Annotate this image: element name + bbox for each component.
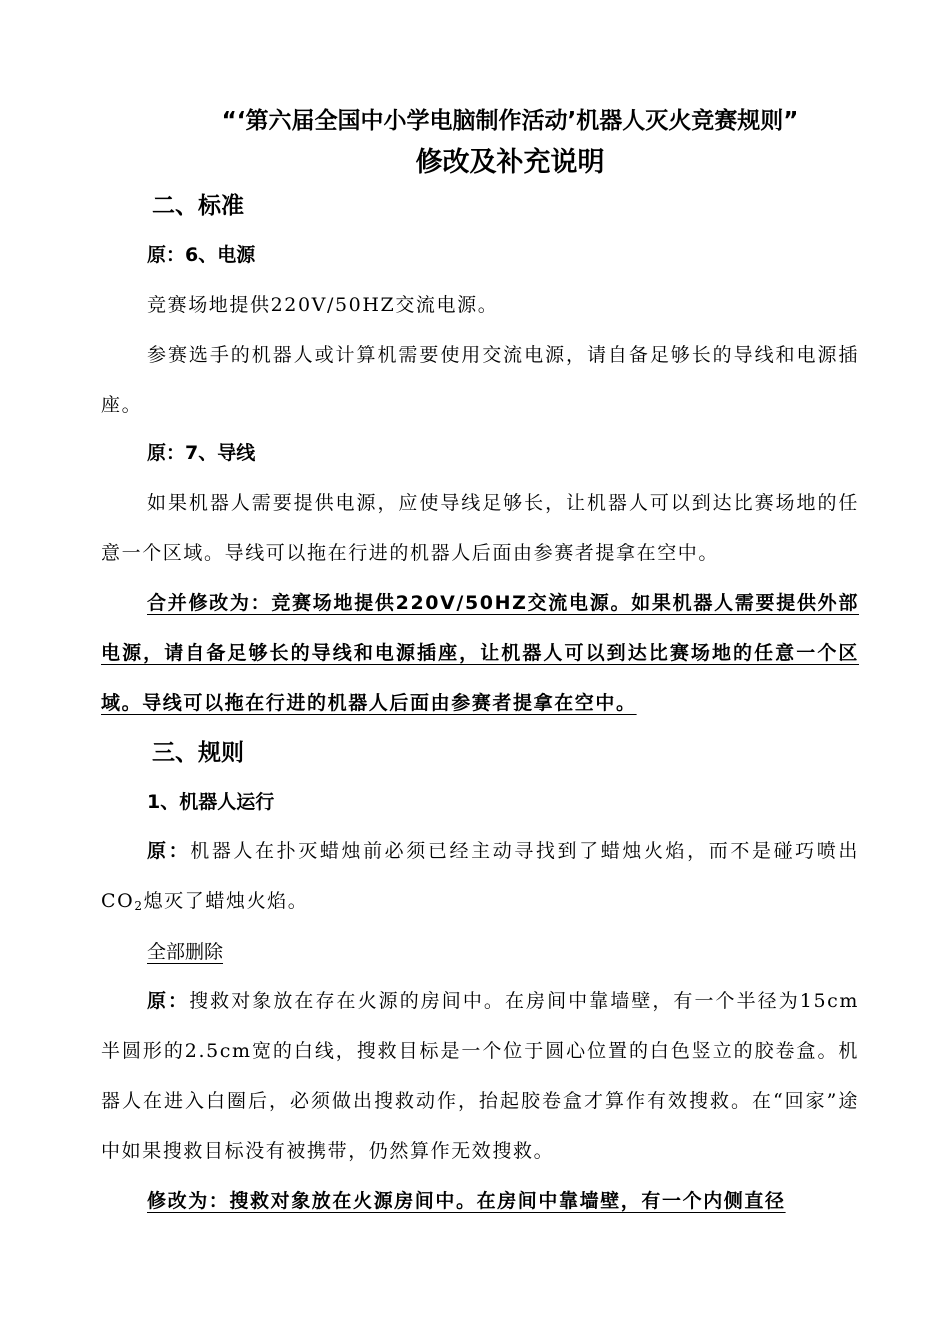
item-6-paragraph-1: 竞赛场地提供220V/50HZ交流电源。 (147, 294, 499, 316)
merged-revision-paragraph: 合并修改为：竞赛场地提供220V/50HZ交流电源。如果机器人需要提供外部电源，请自备足够长的导线和电源插座，让机器人可以到达比赛场地的任意一个区域。导线可以拖在行进的机器人后面由参赛者提拿在空中。 (101, 592, 859, 714)
delete-all-note: 全部删除 (147, 941, 224, 963)
document-subtitle: 修改及补充说明 (415, 147, 605, 178)
original-text-part-2: 熄灭了蜡烛火焰。 (143, 890, 309, 912)
item-6-paragraph-2: 参赛选手的机器人或计算机需要使用交流电源，请自备足够长的导线和电源插座。 (101, 344, 859, 416)
rescue-original-text: 搜救对象放在存在火源的房间中。在房间中靠墙壁，有一个半径为15cm半圆形的2.5cm宽的白线，搜救目标是一个位于圆心位置的白色竖立的胶卷盒。机器人在进入白圈后，必须做出搜救动作，抬起胶卷盒才算作有效搜救。在“回家”途中如果搜救目标没有被携带，仍然算作无效搜救。 (101, 990, 860, 1162)
rule-1-label: 1、机器人运行 (147, 791, 275, 813)
co2-subscript: 2 (134, 899, 144, 913)
item-7-label: 原：7、导线 (147, 442, 256, 464)
rescue-original-paragraph (101, 976, 859, 1176)
rescue-modified-paragraph: 修改为：搜救对象放在火源房间中。在房间中靠墙壁，有一个内侧直径 (147, 1190, 786, 1212)
original-text-part-1: 机器人在扑灭蜡烛前必须已经主动寻找到了蜡烛火焰，而不是碰巧喷出CO (101, 840, 859, 912)
section-heading-rules: 三、规则 (152, 740, 244, 766)
section-heading-standard: 二、标准 (152, 193, 244, 219)
document-title: “‘第六届全国中小学电脑制作活动’机器人灭火竞赛规则” (221, 108, 799, 134)
original-label: 原： (147, 840, 191, 862)
rule-1-original-paragraph (101, 826, 859, 926)
original-label: 原： (147, 990, 190, 1012)
item-6-label: 原：6、电源 (147, 244, 256, 266)
item-7-paragraph: 如果机器人需要提供电源，应使导线足够长，让机器人可以到达比赛场地的任意一个区域。导线可以拖在行进的机器人后面由参赛者提拿在空中。 (101, 492, 859, 564)
